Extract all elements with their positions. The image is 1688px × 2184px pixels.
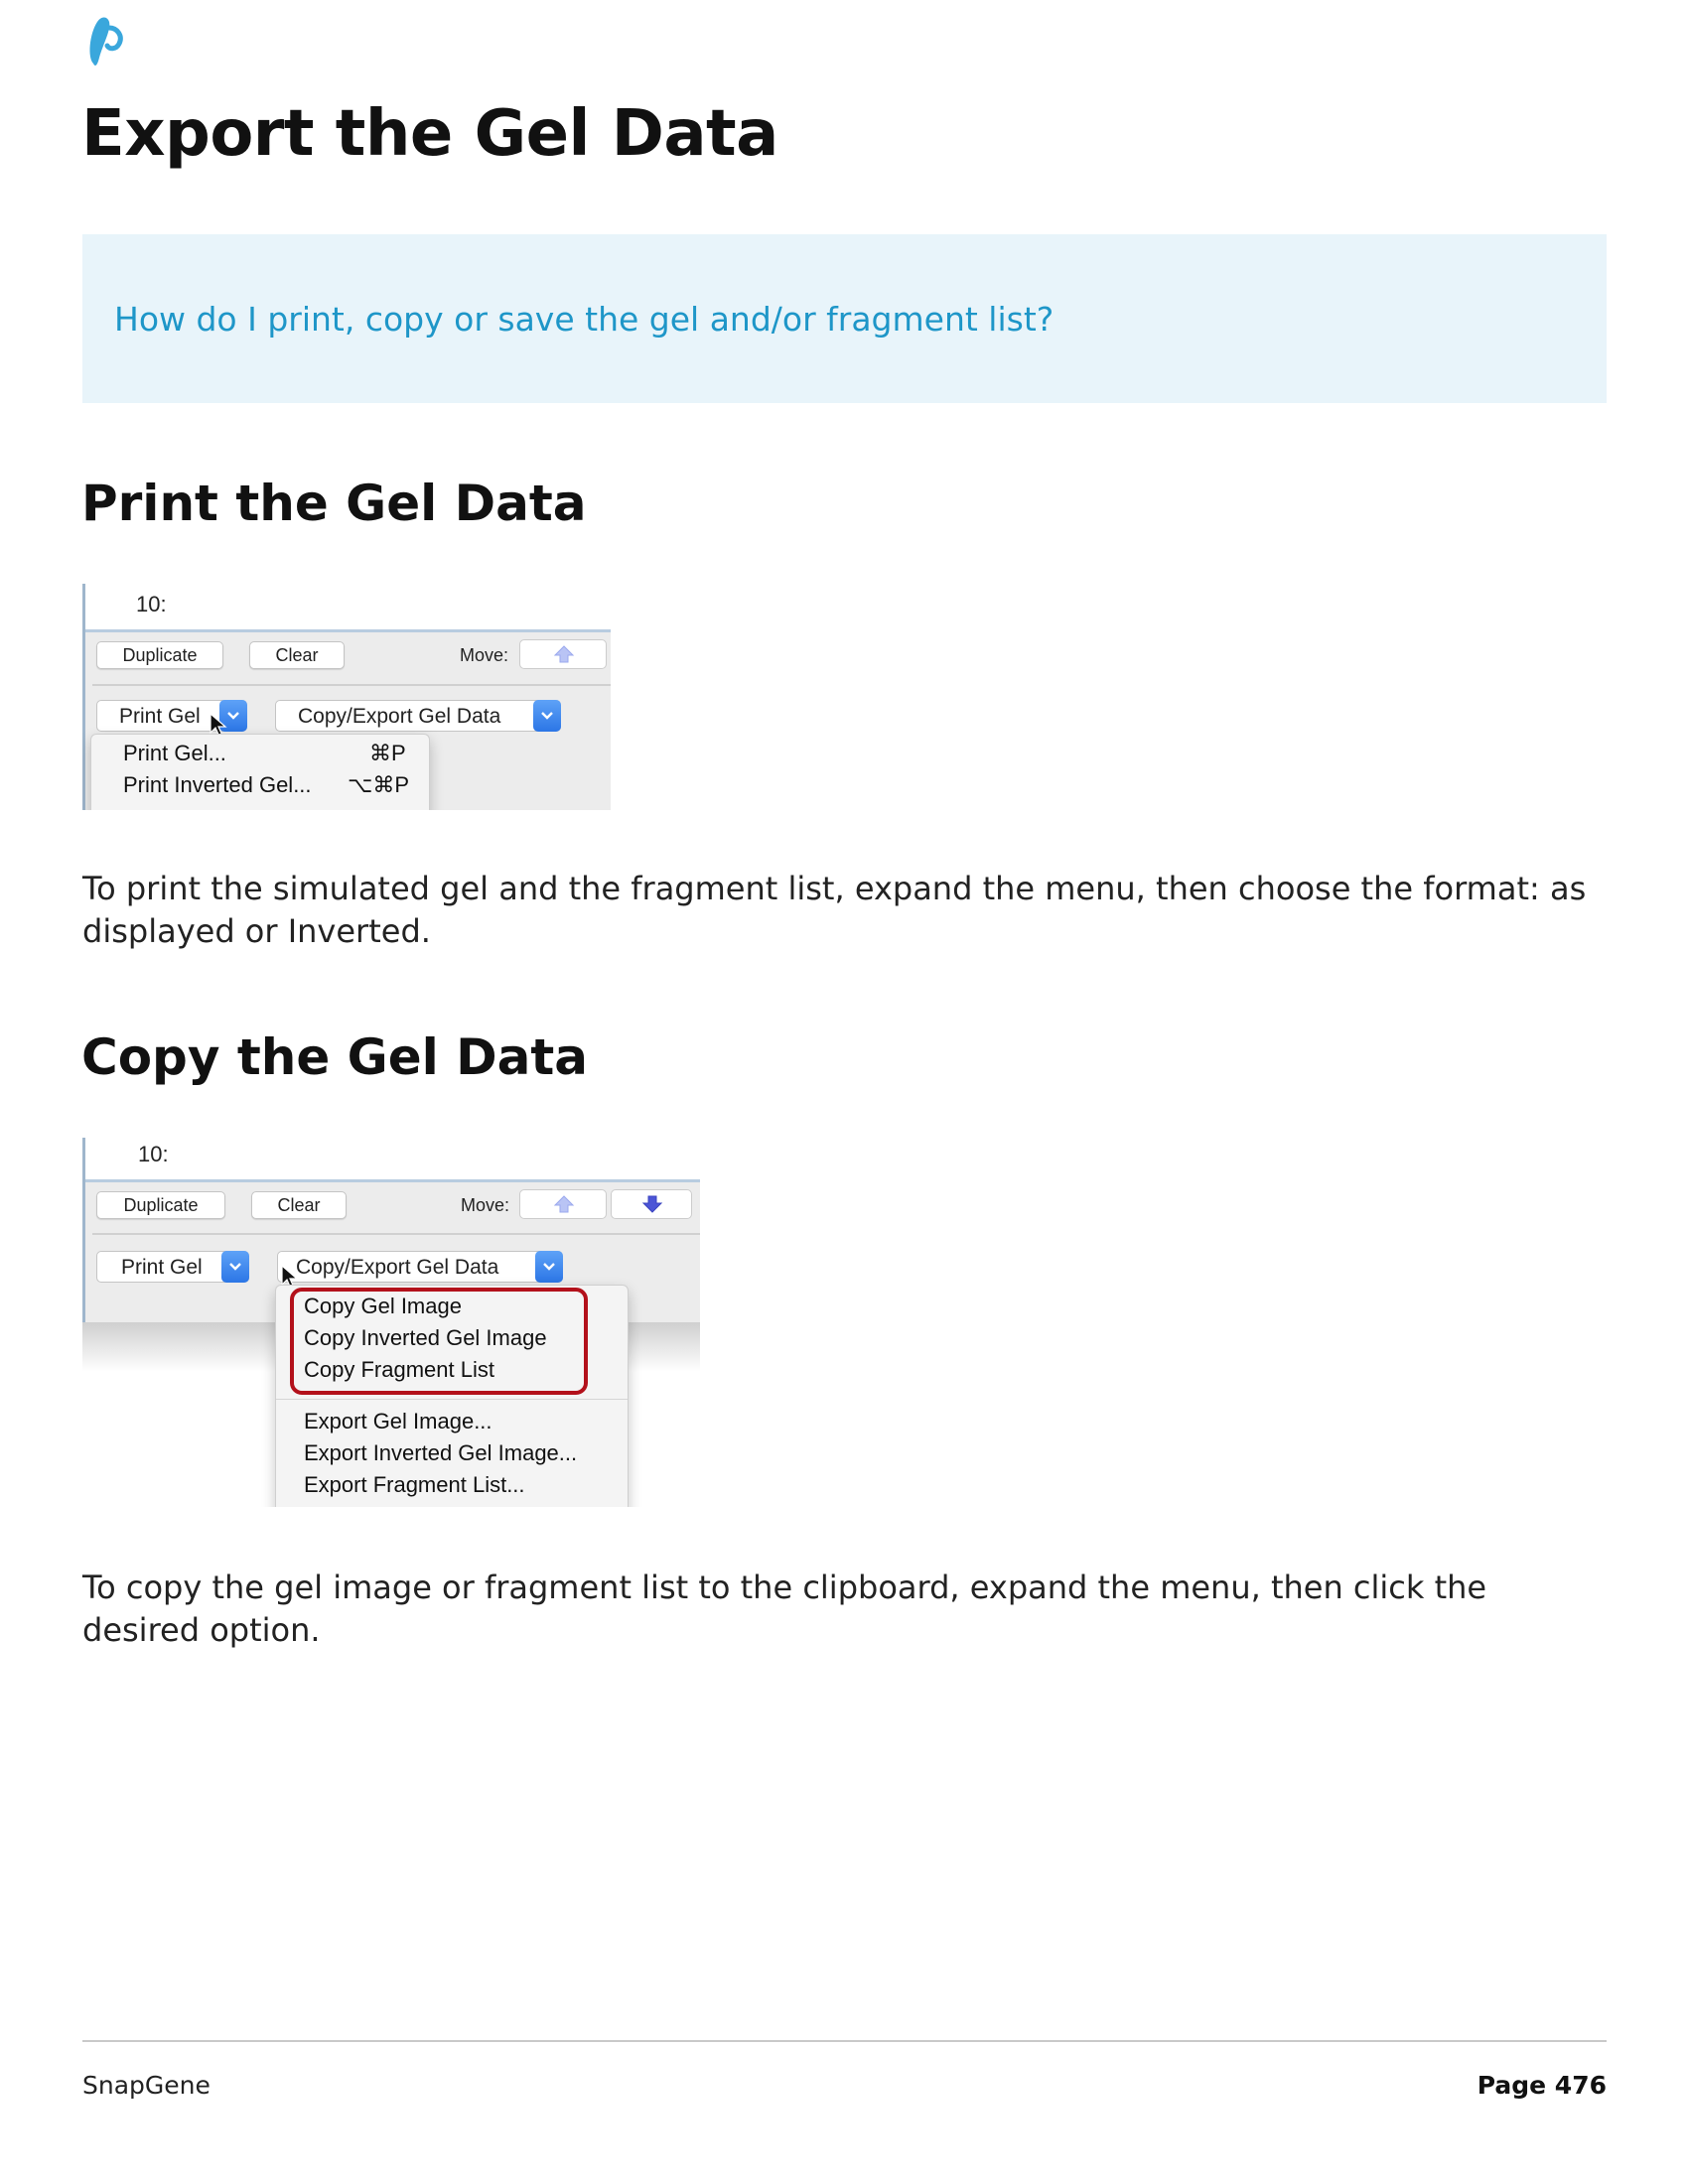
copy-instructions: To copy the gel image or fragment list to the clipboard, expand the menu, then click the desired option. [82,1569,1487,1649]
lane-row [82,584,611,632]
page-title: Export the Gel Data [81,97,778,171]
menu-item-export-fragment-list[interactable]: Export Fragment List... [304,1472,525,1497]
menu-item-copy-inverted-gel-image[interactable]: Copy Inverted Gel Image [304,1325,547,1350]
lane-label: 10: [138,1142,169,1166]
clear-button[interactable]: Clear [249,641,345,669]
arrow-up-icon [520,640,608,668]
print-section-heading: Print the Gel Data [81,475,587,532]
menu-item-print-gel[interactable]: Print Gel... [123,741,226,765]
copy-export-dropdown-menu [275,1285,629,1507]
print-gel-label: Print Gel [121,1256,203,1279]
chevron-down-icon[interactable] [533,700,561,732]
duplicate-button[interactable]: Duplicate [96,641,223,669]
arrow-down-icon [612,1190,693,1218]
print-gel-screenshot [82,584,611,810]
chevron-down-icon[interactable] [535,1251,563,1283]
faq-question-link[interactable]: How do I print, copy or save the gel and/or fragment list? [114,300,1055,339]
copy-gel-screenshot [82,1138,700,1507]
shortcut-print: ⌘P [369,741,406,765]
highlight-box [290,1288,588,1395]
menu-item-export-gel-image[interactable]: Export Gel Image... [304,1409,492,1433]
menu-item-export-inverted-gel-image[interactable]: Export Inverted Gel Image... [304,1440,578,1465]
faq-callout [82,234,1607,403]
menu-item-print-inverted-gel[interactable]: Print Inverted Gel... [123,772,312,797]
print-dropdown-menu [90,734,430,810]
copy-export-popup[interactable] [277,1251,563,1283]
move-label: Move: [461,1195,510,1215]
toolbar-separator [92,684,611,686]
print-instructions: To print the simulated gel and the fragment list, expand the menu, then choose the format: as displayed or Inverted. [82,870,1587,950]
lane-row [82,1138,700,1182]
copy-export-popup[interactable] [275,700,561,732]
copy-section-heading: Copy the Gel Data [81,1028,589,1086]
copy-export-label: Copy/Export Gel Data [296,1256,499,1279]
panel-border [82,584,85,810]
chevron-down-icon[interactable] [221,1251,249,1283]
snapgene-logo-icon [83,14,133,68]
move-up-button[interactable] [519,639,607,669]
print-gel-label: Print Gel [119,705,201,728]
panel-border [82,1138,85,1322]
footer-product-name: SnapGene [82,2071,211,2100]
arrow-up-icon [520,1190,608,1218]
menu-item-copy-fragment-list[interactable]: Copy Fragment List [304,1357,494,1382]
lane-label: 10: [136,592,167,616]
menu-item-copy-gel-image[interactable]: Copy Gel Image [304,1294,462,1318]
move-down-button[interactable] [611,1189,692,1219]
footer-divider [82,2040,1607,2042]
page-number: Page 476 [1477,2071,1607,2100]
copy-export-label: Copy/Export Gel Data [298,705,501,728]
toolbar-separator [92,1233,700,1235]
print-gel-popup[interactable] [96,1251,249,1283]
move-up-button[interactable] [519,1189,607,1219]
clear-button[interactable]: Clear [251,1191,347,1219]
move-label: Move: [460,645,509,665]
shortcut-print-inverted: ⌥⌘P [348,772,410,797]
menu-separator [276,1399,628,1400]
duplicate-button[interactable]: Duplicate [96,1191,225,1219]
